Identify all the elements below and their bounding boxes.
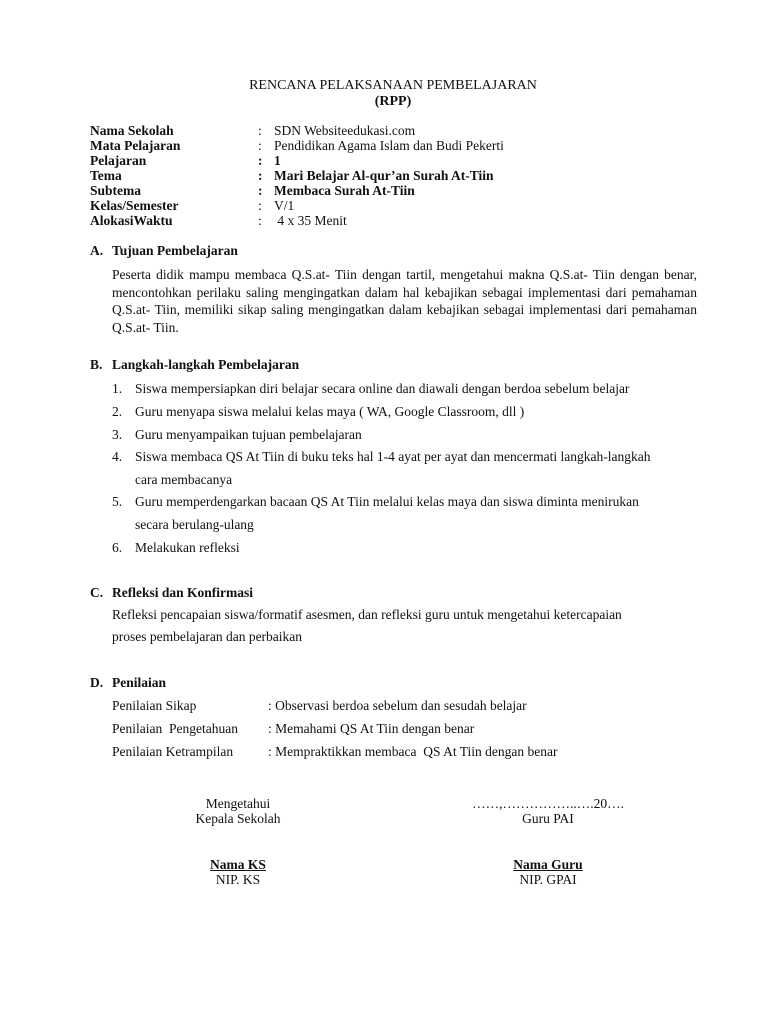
section-b-heading <box>90 357 299 373</box>
section-a-heading <box>90 243 238 259</box>
identity-label: Nama Sekolah <box>90 123 174 138</box>
identity-value: SDN Websiteedukasi.com <box>274 123 416 138</box>
section-c-line: proses pembelajaran dan perbaikan <box>112 629 303 644</box>
assessment-label: Penilaian Sikap <box>112 698 197 713</box>
section-letter: C. <box>90 585 104 600</box>
identity-value: V/1 <box>274 198 295 213</box>
list-text: Guru memperdengarkan bacaan QS At Tiin melalui kelas maya dan siswa diminta menirukan secara berulang-ulang <box>135 494 639 532</box>
identity-row-theme <box>90 168 710 183</box>
assessment-value: : Memahami QS At Tiin dengan benar <box>268 721 475 736</box>
list-text: Guru menyapa siswa melalui kelas maya ( WA, Google Classroom, dll ) <box>135 404 525 419</box>
identity-separator: : <box>258 138 262 153</box>
identity-row-time-allocation <box>90 213 710 228</box>
identity-row-school <box>90 123 710 138</box>
identity-label: Subtema <box>90 183 142 198</box>
assessment-value: : Observasi berdoa sebelum dan sesudah belajar <box>268 698 527 713</box>
identity-separator: : <box>258 153 263 168</box>
list-item <box>112 490 652 536</box>
section-c-heading <box>90 585 253 601</box>
identity-value: Mari Belajar Al-qur’an Surah At-Tiin <box>274 168 494 183</box>
signature-right-name: Nama Guru <box>513 857 583 872</box>
section-title: Refleksi dan Konfirmasi <box>112 585 254 600</box>
document-subtitle: (RPP) <box>374 94 412 109</box>
section-c-line: Refleksi pencapaian siswa/formatif asesmen, dan refleksi guru untuk mengetahui ketercapaian <box>112 607 622 622</box>
identity-separator: : <box>258 198 262 213</box>
section-letter: D. <box>90 675 104 690</box>
signature-left-name: Nama KS <box>210 857 266 872</box>
section-d-heading <box>90 675 166 691</box>
signature-right-nip: NIP. GPAI <box>519 872 577 887</box>
list-number: 6. <box>112 540 123 555</box>
identity-row-subtheme <box>90 183 710 198</box>
list-item <box>112 400 702 423</box>
list-number: 1. <box>112 381 123 396</box>
identity-row-class-semester <box>90 198 710 213</box>
assessment-label: Penilaian Ketrampilan <box>112 744 234 759</box>
section-letter: B. <box>90 357 103 372</box>
identity-label: AlokasiWaktu <box>90 213 173 228</box>
identity-row-lesson <box>90 153 710 168</box>
assessment-label: Penilaian Pengetahuan <box>112 721 238 736</box>
identity-value: 1 <box>274 153 281 168</box>
identity-row-subject <box>90 138 710 153</box>
identity-label: Tema <box>90 168 122 183</box>
assessment-value: : Mempraktikkan membaca QS At Tiin dengan benar <box>268 744 558 759</box>
identity-label: Pelajaran <box>90 153 147 168</box>
list-item <box>112 445 672 491</box>
list-item <box>112 536 702 559</box>
list-number: 4. <box>112 449 123 464</box>
list-item <box>112 377 702 400</box>
section-letter: A. <box>90 243 104 258</box>
identity-value: Pendidikan Agama Islam dan Budi Pekerti <box>274 138 504 153</box>
signature-right-line2: Guru PAI <box>522 811 574 826</box>
section-title: Langkah-langkah Pembelajaran <box>112 357 300 372</box>
list-number: 2. <box>112 404 123 419</box>
list-text: Melakukan refleksi <box>135 540 240 555</box>
list-number: 5. <box>112 494 123 509</box>
signature-left-nip: NIP. KS <box>215 872 261 887</box>
list-text: Guru menyampaikan tujuan pembelajaran <box>135 427 362 442</box>
list-number: 3. <box>112 427 123 442</box>
list-text: Siswa mempersiapkan diri belajar secara online dan diawali dengan berdoa sebelum belajar <box>135 381 630 396</box>
identity-separator: : <box>258 213 262 228</box>
signature-left-line2: Kepala Sekolah <box>195 811 281 826</box>
identity-value: 4 x 35 Menit <box>274 213 347 228</box>
section-title: Penilaian <box>112 675 167 690</box>
identity-label: Kelas/Semester <box>90 198 179 213</box>
document-title: RENCANA PELAKSANAAN PEMBELAJARAN <box>249 78 537 93</box>
list-item <box>112 423 702 446</box>
signature-left-line1: Mengetahui <box>205 796 271 811</box>
section-title: Tujuan Pembelajaran <box>112 243 238 258</box>
identity-value: Membaca Surah At-Tiin <box>274 183 415 198</box>
list-text: Siswa membaca QS At Tiin di buku teks hal 1-4 ayat per ayat dan mencermati langkah-langkah cara membacanya <box>135 449 651 487</box>
identity-separator: : <box>258 168 263 183</box>
section-a-body: Peserta didik mampu membaca Q.S.at- Tiin dengan tartil, mengetahui makna Q.S.at- Tiin dengan benar, mencontohkan perilaku saling mengingatkan dalam hal kebajikan sebagai implementasi dari pemahaman Q.S.at- Tiin, memiliki sikap saling mengingatkan dalam kebajikan sebagai implementasi dari pemahaman Q.S.at- Tiin. <box>112 267 697 335</box>
signature-right-date: ……,……………..….20…. <box>472 796 624 811</box>
identity-separator: : <box>258 123 262 138</box>
identity-separator: : <box>258 183 263 198</box>
identity-label: Mata Pelajaran <box>90 138 181 153</box>
